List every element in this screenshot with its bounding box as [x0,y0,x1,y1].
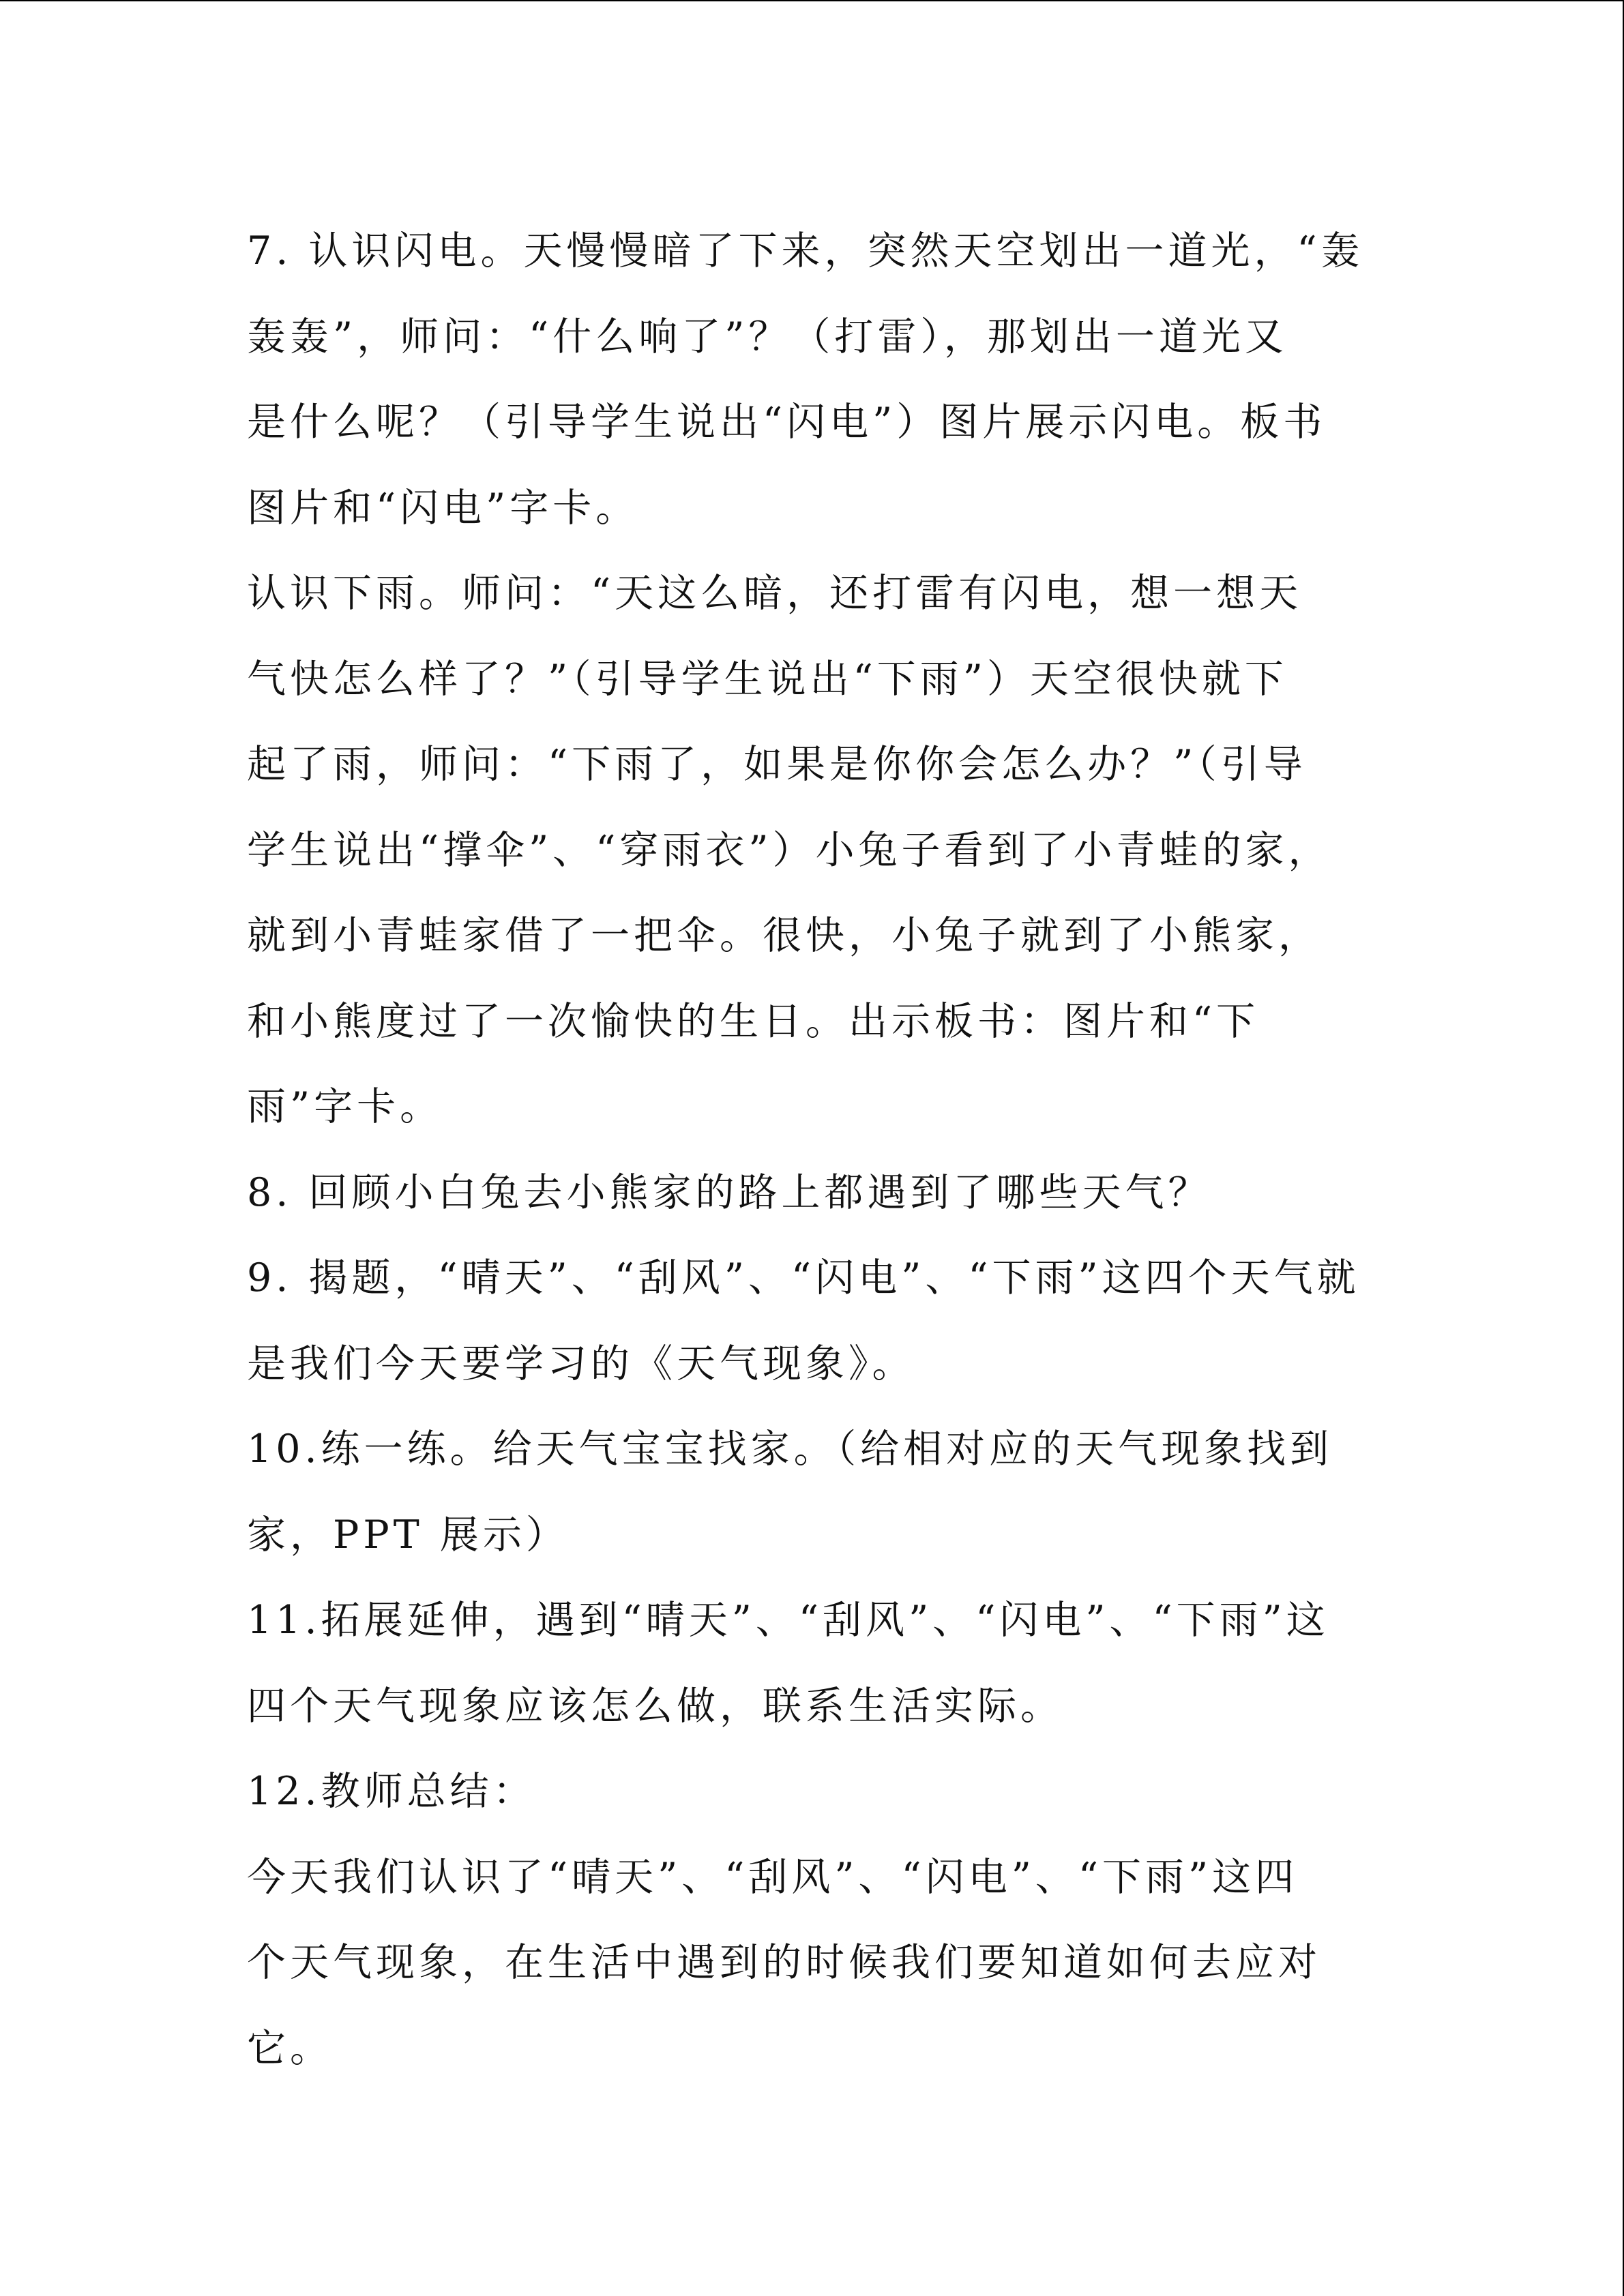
text-line: 气快怎么样了？”（引导学生说出“下雨”）天空很快就下 [247,656,1288,702]
text-line: 四个天气现象应该怎么做，联系生活实际。 [247,1683,1063,1729]
text-line: 轰轰”，师问：“什么响了”？（打雷），那划出一道光又 [247,314,1288,359]
text-line: 是我们今天要学习的《天气现象》。 [247,1341,915,1386]
text-line: 认识下雨。师问：“天这么暗，还打雷有闪电，想一想天 [247,571,1303,616]
text-line: 8. 回顾小白兔去小熊家的路上都遇到了哪些天气？ [247,1169,1211,1215]
text-line: 就到小青蛙家借了一把伞。很快，小兔子就到了小熊家， [247,913,1321,958]
text-line: 12.教师总结： [247,1769,536,1814]
text-line: 和小熊度过了一次愉快的生日。出示板书：图片和“下 [247,998,1260,1044]
text-line: 10.练一练。给天气宝宝找家。（给相对应的天气现象找到 [247,1427,1333,1472]
text-line: 9. 揭题，“晴天”、“刮风”、“闪电”、“下雨”这四个天气就 [247,1255,1360,1300]
document-body [247,209,1379,2091]
text-line: 学生说出“撑伞”、“穿雨衣”）小兔子看到了小青蛙的家， [247,827,1331,873]
text-line: 图片和“闪电”字卡。 [247,485,639,531]
text-line: 7. 认识闪电。天慢慢暗了下来，突然天空划出一道光，“轰 [247,228,1364,273]
text-line: 今天我们认识了“晴天”、“刮风”、“闪电”、“下雨”这四 [247,1854,1299,1900]
text-line: 是什么呢？（引导学生说出“闪电”）图片展示闪电。板书 [247,400,1327,445]
text-line: 起了雨，师问：“下雨了，如果是你你会怎么办？”（引导 [247,742,1307,787]
text-line: 个天气现象，在生活中遇到的时候我们要知道如何去应对 [247,1940,1321,1985]
text-line: 家，PPT 展示） [247,1512,569,1557]
text-line: 雨”字卡。 [247,1084,443,1129]
text-line: 11.拓展延伸，遇到“晴天”、“刮风”、“闪电”、“下雨”这 [247,1598,1329,1643]
text-line: 它。 [247,2025,333,2071]
